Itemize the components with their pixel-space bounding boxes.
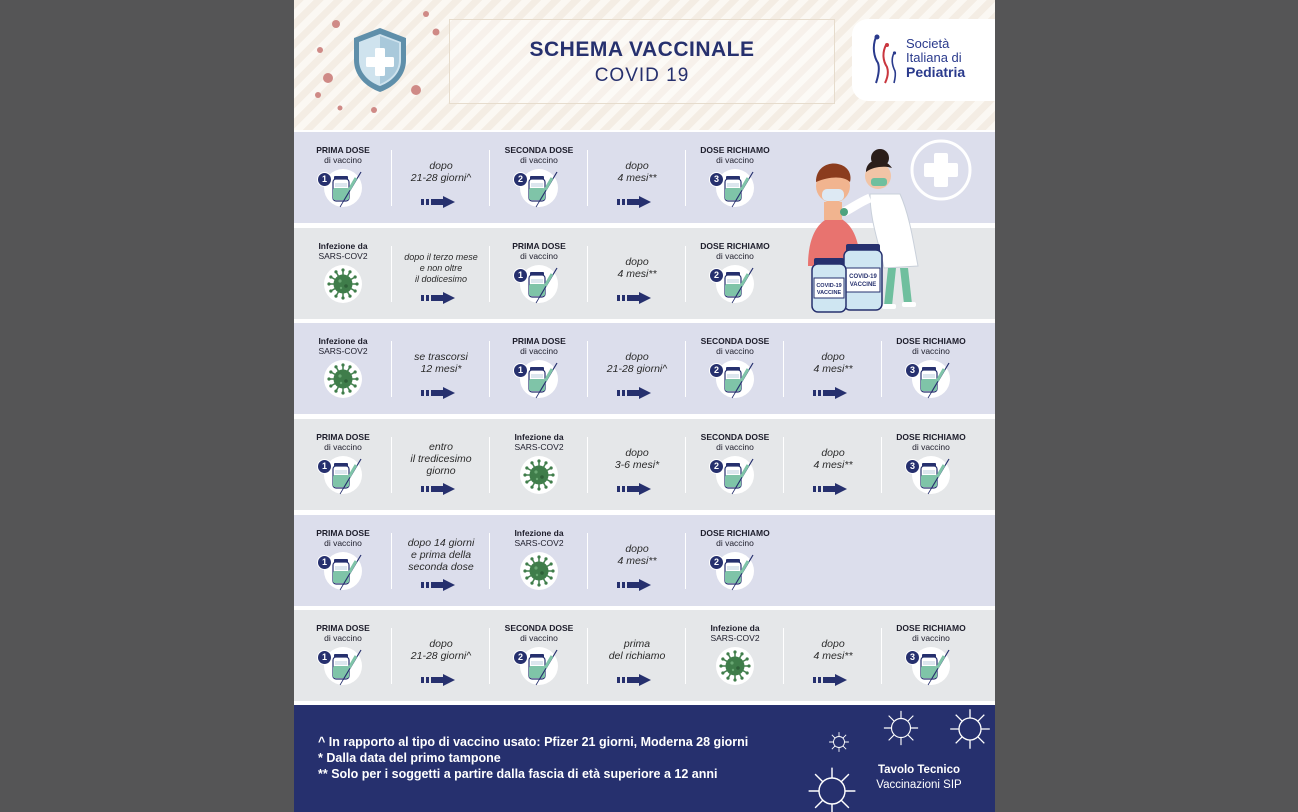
infection-label [294,336,392,356]
interval-text: se trascorsi 12 mesi* [414,351,468,375]
virus-outline-icon [882,709,920,747]
dose-number-badge: 2 [709,555,724,570]
label-bold: PRIMA DOSE [512,241,566,251]
label-bold: DOSE RICHIAMO [896,623,966,633]
schedule-cell-dose [686,323,784,414]
dose-number-badge: 3 [905,650,920,665]
label-sub: di vaccino [912,442,950,452]
label-sub: di vaccino [324,155,362,165]
label-sub: di vaccino [912,346,950,356]
label-bold: DOSE RICHIAMO [896,432,966,442]
dose-number-badge: 1 [317,555,332,570]
arrow-right-icon [421,292,455,304]
sip-logo-mark-icon [870,33,898,85]
schedule-cell-infection [490,419,588,510]
svg-text:VACCINE: VACCINE [816,290,842,296]
schedule-cell-dose [490,610,588,701]
arrow-right-icon [421,483,455,495]
label-bold: Infezione da [514,528,564,538]
virus-icon [323,359,363,399]
schedule-cell-step [588,515,686,606]
arrow-right-icon [617,292,651,304]
schedule-cell-dose [686,515,784,606]
document-page [294,0,995,812]
label-bold: SECONDA DOSE [504,145,574,155]
sip-logo [852,19,995,101]
arrow-right-icon [813,674,847,686]
label-sub: di vaccino [716,442,754,452]
label-bold: SECONDA DOSE [504,623,574,633]
schedule-cell-dose [686,132,784,223]
dose-number-badge: 3 [709,172,724,187]
infection-icon [715,646,757,688]
virus-outline-icon [948,707,992,751]
label-sub: di vaccino [520,251,558,261]
dose-number-badge: 2 [709,268,724,283]
schedule-cell-infection [490,515,588,606]
label-bold: Infezione da [318,241,368,251]
label-bold: PRIMA DOSE [316,145,370,155]
dose-icon [715,455,757,497]
schedule-cell-dose [294,419,392,510]
label-sub: di vaccino [716,155,754,165]
schedule-cell-dose [686,419,784,510]
virus-decoration-icon [314,10,444,120]
schedule-cell-dose [882,323,980,414]
schedule-cell-step [392,132,490,223]
dose-number-badge: 2 [513,172,528,187]
label-bold: DOSE RICHIAMO [700,528,770,538]
schedule-cell-dose [490,228,588,319]
svg-text:VACCINE: VACCINE [849,282,877,288]
footnotes [318,734,748,782]
infection-label [686,623,784,643]
virus-icon [323,264,363,304]
schedule-cell-step [392,228,490,319]
dose-label [882,432,980,452]
virus-icon [715,646,755,686]
schedule-cell-dose [294,515,392,606]
footnote-caret: ^ In rapporto al tipo di vaccino usato: Pfizer 21 giorni, Moderna 28 giorni [318,735,749,749]
dose-icon [911,646,953,688]
interval-text: dopo 14 giorni e prima della seconda dose [407,537,475,573]
dose-number-badge: 2 [709,363,724,378]
dose-icon [323,551,365,593]
interval-text: dopo 4 mesi** [617,543,657,567]
dose-label [490,336,588,356]
schedule-row [294,515,995,606]
label-bold: PRIMA DOSE [316,528,370,538]
schedule-cell-dose [686,228,784,319]
label-sub: di vaccino [324,633,362,643]
dose-label [686,528,784,548]
label-bold: PRIMA DOSE [316,623,370,633]
schedule-cell-step [784,419,882,510]
dose-number-badge: 1 [317,650,332,665]
dose-number-badge: 3 [905,459,920,474]
schedule-cell-step [588,610,686,701]
sip-logo-text [906,37,965,79]
label-sub: SARS-COV2 [514,442,564,452]
label-bold: SECONDA DOSE [700,432,770,442]
label-sub: di vaccino [520,155,558,165]
schedule-cell-dose [294,610,392,701]
schedule-cell-step [588,132,686,223]
medical-cross-icon [912,141,970,199]
dose-icon [519,264,561,306]
label-sub: di vaccino [324,442,362,452]
infection-icon [323,359,365,401]
virus-icon [519,455,559,495]
arrow-right-icon [617,579,651,591]
interval-text: dopo il terzo mese e non oltre il dodicesimo [404,251,478,284]
arrow-right-icon [617,483,651,495]
schedule-cell-step [588,323,686,414]
arrow-right-icon [421,579,455,591]
dose-icon [715,551,757,593]
dose-icon [715,359,757,401]
virus-icon [519,551,559,591]
dose-label [490,241,588,261]
label-sub: di vaccino [912,633,950,643]
footer [294,705,995,812]
interval-text: dopo 21-28 giorni^ [410,160,472,184]
interval-text: dopo 21-28 giorni^ [410,638,472,662]
dose-label [882,623,980,643]
dose-label [686,432,784,452]
infection-label [294,241,392,261]
interval-text: dopo 4 mesi** [617,160,657,184]
svg-text:COVID-19: COVID-19 [849,274,877,280]
logo-line-1: Società [906,36,950,51]
dose-icon [911,359,953,401]
schedule-cell-step [392,323,490,414]
schedule-cell-dose [294,132,392,223]
label-sub: SARS-COV2 [318,346,368,356]
interval-text: dopo 4 mesi** [813,447,853,471]
dose-label [686,145,784,165]
label-sub: di vaccino [716,251,754,261]
label-sub: SARS-COV2 [318,251,368,261]
schedule-cell-infection [686,610,784,701]
label-bold: SECONDA DOSE [700,336,770,346]
header [294,0,995,130]
dose-label [882,336,980,356]
vaccination-illustration [800,136,990,316]
schedule-cell-infection [294,323,392,414]
label-bold: Infezione da [710,623,760,633]
label-bold: PRIMA DOSE [316,432,370,442]
dose-icon [715,168,757,210]
schedule-cell-dose [882,610,980,701]
schedule-cell-step [784,610,882,701]
dose-label [686,336,784,356]
dose-number-badge: 1 [513,268,528,283]
schedule-cell-dose [490,132,588,223]
schedule-cell-dose [882,419,980,510]
dose-icon [519,646,561,688]
infection-icon [323,264,365,306]
dose-label [294,432,392,452]
schedule-row [294,323,995,414]
dose-icon [323,646,365,688]
arrow-right-icon [617,196,651,208]
label-bold: DOSE RICHIAMO [896,336,966,346]
label-sub: SARS-COV2 [710,633,760,643]
footnote-star: * Dalla data del primo tampone [318,751,501,765]
dose-icon [519,359,561,401]
schedule-cell-step [784,323,882,414]
schedule-cell-step [588,419,686,510]
footnote-double-star: ** Solo per i soggetti a partire dalla fascia di età superiore a 12 anni [318,767,718,781]
label-bold: PRIMA DOSE [512,336,566,346]
tavolo-line-2: Vaccinazioni SIP [876,779,962,791]
dose-label [686,241,784,261]
dose-number-badge: 3 [905,363,920,378]
arrow-right-icon [617,674,651,686]
schedule-cell-step [392,610,490,701]
dose-label [294,145,392,165]
arrow-right-icon [813,483,847,495]
label-sub: di vaccino [520,346,558,356]
interval-text: dopo 4 mesi** [813,638,853,662]
arrow-right-icon [813,387,847,399]
dose-icon [323,455,365,497]
dose-number-badge: 1 [513,363,528,378]
title-box [449,19,835,104]
interval-text: dopo 4 mesi** [617,256,657,280]
infection-label [490,432,588,452]
virus-outline-icon [806,765,858,812]
interval-text: dopo 3-6 mesi* [614,447,660,471]
schedule-cell-step [588,228,686,319]
schedule-row [294,610,995,701]
svg-text:COVID-19: COVID-19 [816,283,842,289]
label-bold: DOSE RICHIAMO [700,241,770,251]
tavolo-tecnico-credit [854,763,984,793]
interval-text: prima del richiamo [608,638,666,662]
arrow-right-icon [421,674,455,686]
page-subtitle: COVID 19 [594,65,690,86]
dose-label [294,623,392,643]
logo-line-3: Pediatria [906,64,966,80]
page-title: SCHEMA VACCINALE [529,38,755,61]
dose-label [490,623,588,643]
schedule-cell-infection [294,228,392,319]
dose-number-badge: 2 [513,650,528,665]
schedule-cell-dose [490,323,588,414]
arrow-right-icon [617,387,651,399]
infection-icon [519,455,561,497]
virus-outline-icon [828,731,850,753]
interval-text: entro il tredicesimo giorno [410,441,472,477]
dose-icon [519,168,561,210]
dose-number-badge: 1 [317,459,332,474]
arrow-right-icon [421,196,455,208]
dose-label [294,528,392,548]
label-sub: di vaccino [716,538,754,548]
dose-icon [323,168,365,210]
arrow-right-icon [421,387,455,399]
label-sub: di vaccino [716,346,754,356]
dose-number-badge: 1 [317,172,332,187]
label-sub: di vaccino [324,538,362,548]
dose-label [490,145,588,165]
logo-line-2: Italiana di [906,50,962,65]
label-bold: Infezione da [318,336,368,346]
interval-text: dopo 4 mesi** [813,351,853,375]
label-bold: DOSE RICHIAMO [700,145,770,155]
schedule-cell-step [392,419,490,510]
infection-label [490,528,588,548]
dose-number-badge: 2 [709,459,724,474]
infection-icon [519,551,561,593]
interval-text: dopo 21-28 giorni^ [606,351,668,375]
label-sub: di vaccino [520,633,558,643]
tavolo-line-1: Tavolo Tecnico [877,764,960,776]
schedule-cell-step [392,515,490,606]
label-sub: SARS-COV2 [514,538,564,548]
schedule-row [294,419,995,510]
dose-icon [911,455,953,497]
label-bold: Infezione da [514,432,564,442]
dose-icon [715,264,757,306]
